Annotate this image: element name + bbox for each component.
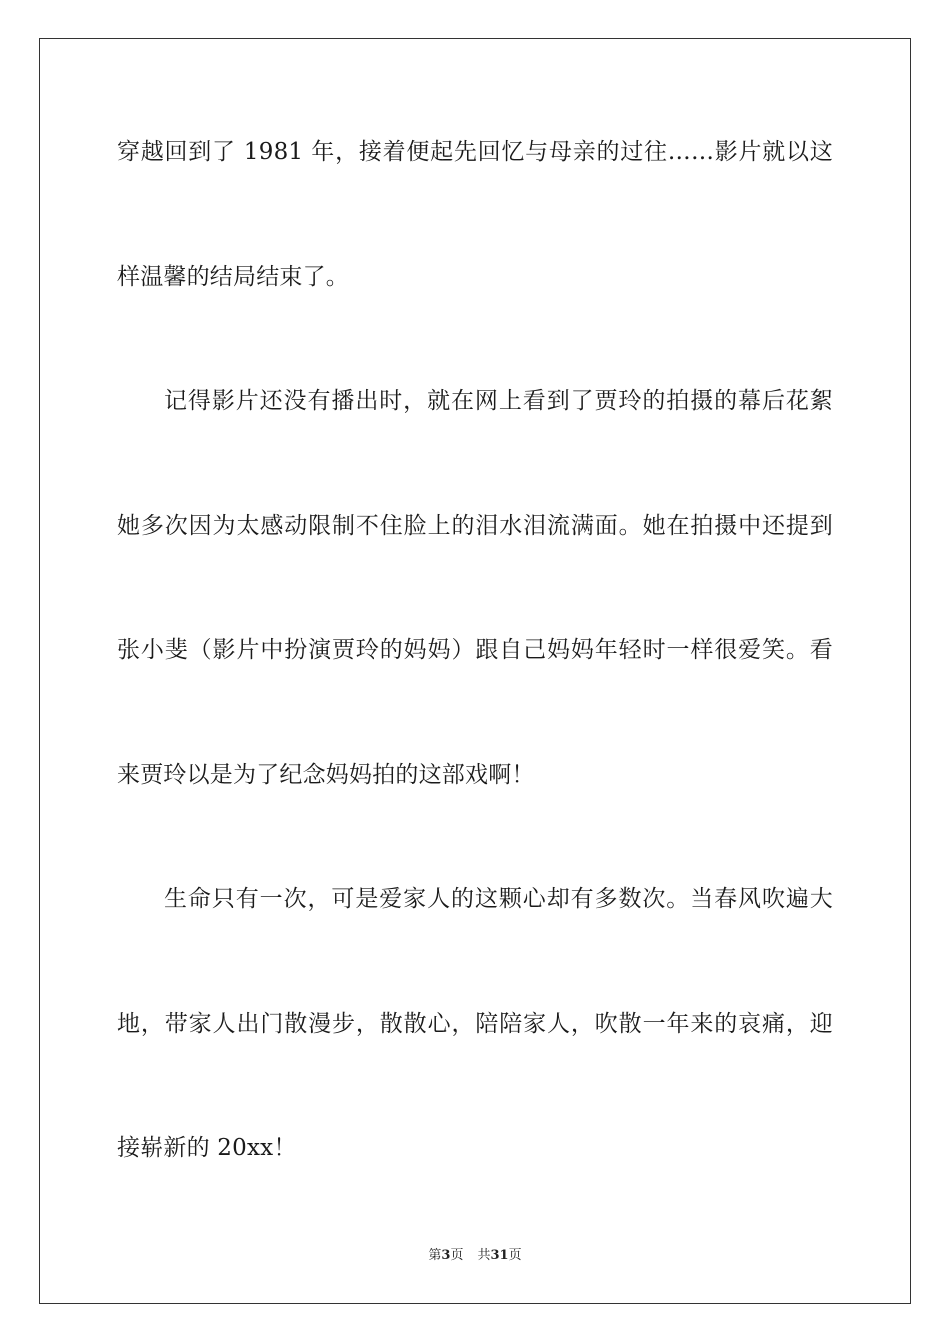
- paragraph-line-9: 接崭新的 20xx！: [117, 1135, 297, 1161]
- total-suffix: 页: [508, 1248, 522, 1263]
- total-prefix: 共: [477, 1248, 491, 1263]
- paragraph-line-3: 记得影片还没有播出时，就在网上看到了贾玲的拍摄的幕后花絮: [164, 388, 833, 414]
- page-border: [39, 38, 911, 1304]
- paragraph-line-4: 她多次因为太感动限制不住脸上的泪水泪流满面。她在拍摄中还提到: [117, 513, 833, 539]
- paragraph-line-1: 穿越回到了 1981 年，接着便起先回忆与母亲的过往……影片就以这: [117, 139, 833, 165]
- paragraph-line-5: 张小斐（影片中扮演贾玲的妈妈）跟自己妈妈年轻时一样很爱笑。看: [117, 637, 833, 663]
- page-footer: [0, 1247, 950, 1265]
- page-number: 3: [441, 1248, 451, 1263]
- paragraph-line-2: 样温馨的结局结束了。: [117, 264, 349, 290]
- paragraph-line-8: 地，带家人出门散漫步，散散心，陪陪家人，吹散一年来的哀痛，迎: [117, 1011, 833, 1037]
- paragraph-line-6: 来贾玲以是为了纪念妈妈拍的这部戏啊！: [117, 762, 535, 788]
- page-suffix: 页: [450, 1248, 464, 1263]
- page-prefix: 第: [428, 1248, 442, 1263]
- total-pages: 31: [490, 1248, 509, 1263]
- paragraph-line-7: 生命只有一次，可是爱家人的这颗心却有多数次。当春风吹遍大: [164, 886, 833, 912]
